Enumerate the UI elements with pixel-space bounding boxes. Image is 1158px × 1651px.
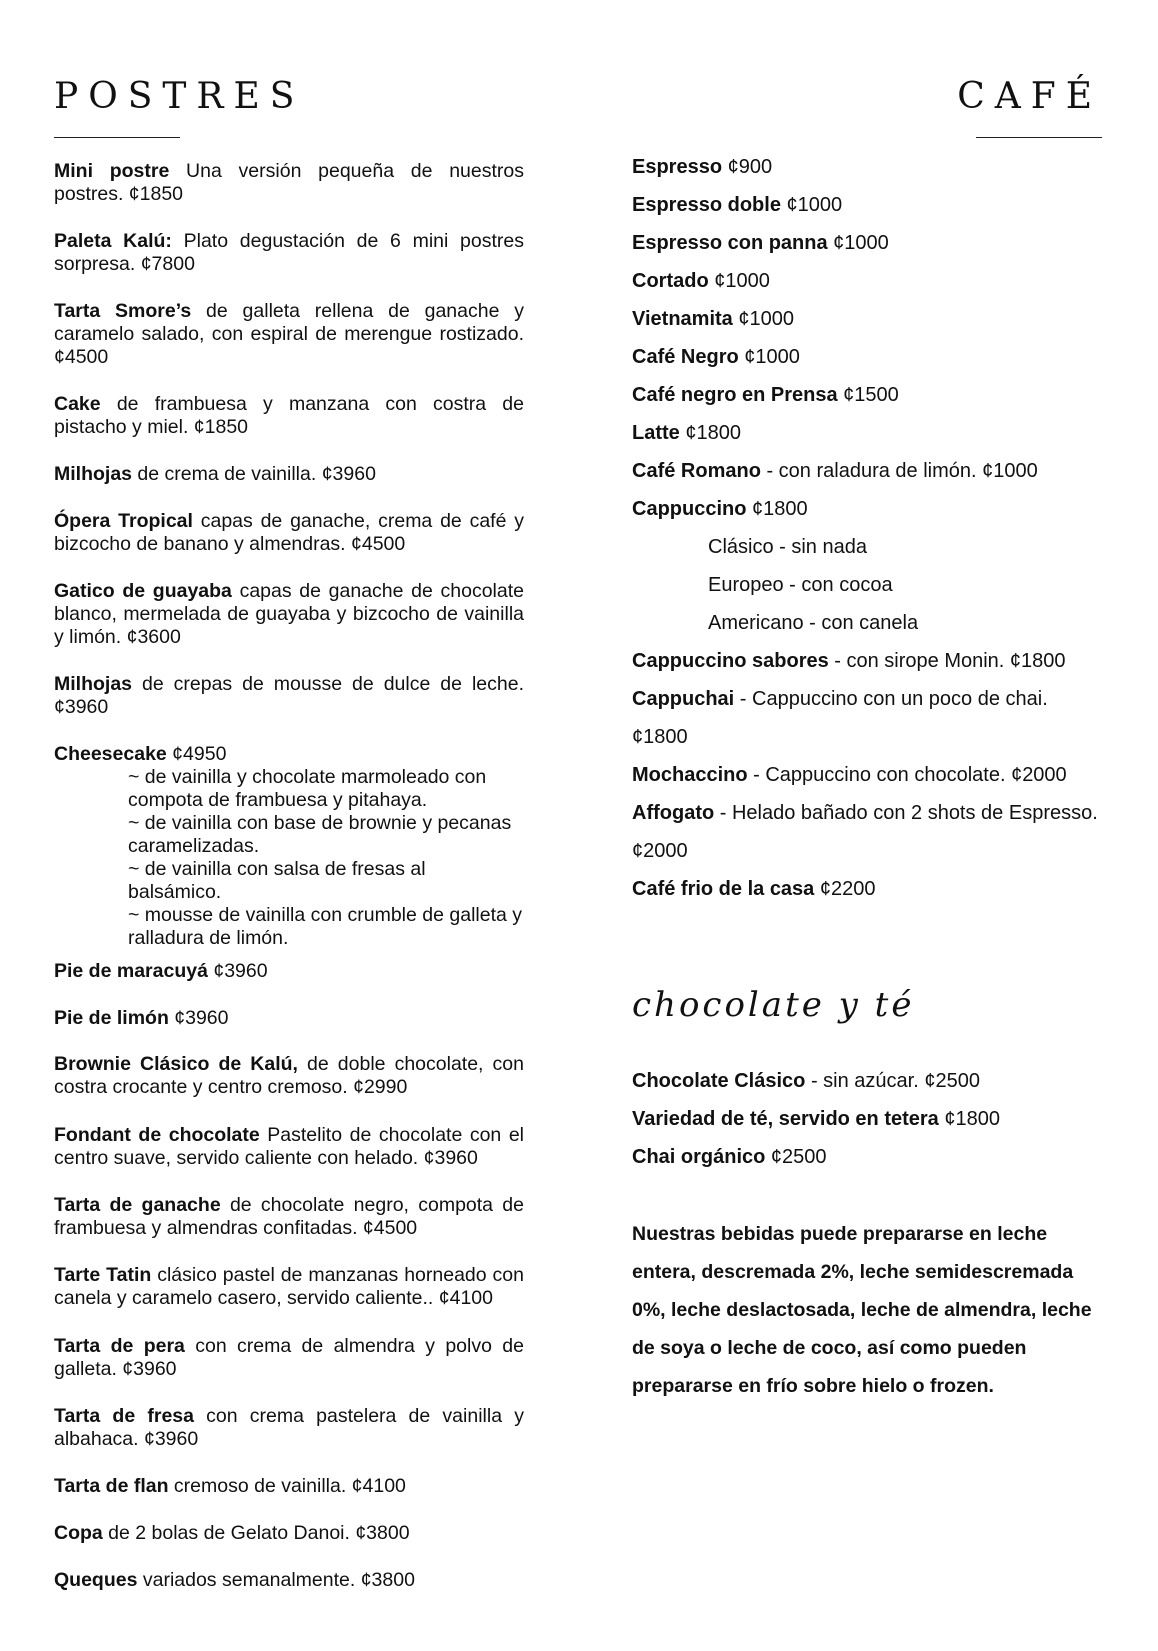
postre-item: Milhojas de crepas de mousse de dulce de leche. ¢3960 xyxy=(54,673,524,718)
postre-item: Mini postre Una versión pequeña de nuestros postres. ¢1850 xyxy=(54,160,524,205)
cafe-item: Espresso ¢900 xyxy=(632,156,773,178)
cafe-divider xyxy=(976,137,1102,138)
cafe-item: Espresso doble ¢1000 xyxy=(632,194,843,216)
cheesecake-options xyxy=(128,766,524,950)
postre-item: Paleta Kalú: Plato degustación de 6 mini postres sorpresa. ¢7800 xyxy=(54,230,525,275)
cafe-item: Cappuccino ¢1800 xyxy=(632,498,808,520)
cappuccino-option: Europeo - con cocoa xyxy=(708,574,893,596)
cheesecake-option: ~ de vainilla y chocolate marmoleado con compota de frambuesa y pitahaya. xyxy=(128,766,487,811)
cafe-item: Café frio de la casa ¢2200 xyxy=(632,878,876,900)
cafe-item: Cortado ¢1000 xyxy=(632,270,770,292)
postres-title: POSTRES xyxy=(54,76,305,117)
postre-item: Tarta Smore’s de galleta rellena de ganache y caramelo salado, con espiral de merengue rostizado. ¢4500 xyxy=(54,300,524,368)
chocolate-te-item: Chai orgánico ¢2500 xyxy=(632,1146,827,1168)
cafe-item: Cappuccino sabores - con sirope Monin. ¢1800 xyxy=(632,650,1066,672)
milk-options-note: Nuestras bebidas puede prepararse en leche entera, descremada 2%, leche semidescremada 0%, leche deslactosada, leche de almendra, leche de soya o leche de coco, así como pueden prepararse en frío sobre hielo o frozen. xyxy=(632,1223,1092,1397)
cafe-item: Cappuchai - Cappuccino con un poco de chai. xyxy=(632,688,1048,710)
postre-item: Pie de limón ¢3960 xyxy=(54,1007,229,1029)
cheesecake-option: ~ mousse de vainilla con crumble de galleta y ralladura de limón. xyxy=(128,904,523,949)
cafe-title: CAFÉ xyxy=(957,76,1102,117)
postre-item: Cake de frambuesa y manzana con costra de pistacho y miel. ¢1850 xyxy=(54,393,524,438)
postre-item: Brownie Clásico de Kalú, de doble chocolate, con costra crocante y centro cremoso. ¢2990 xyxy=(54,1053,524,1098)
cappuccino-option: Americano - con canela xyxy=(708,612,919,634)
postre-item: Fondant de chocolate Pastelito de chocolate con el centro suave, servido caliente con helado. ¢3960 xyxy=(54,1124,524,1169)
postre-item: Tarta de fresa con crema pastelera de vainilla y albahaca. ¢3960 xyxy=(54,1405,524,1450)
postre-item: Tarta de pera con crema de almendra y polvo de galleta. ¢3960 xyxy=(54,1335,524,1380)
postre-item: Tarta de ganache de chocolate negro, compota de frambuesa y almendras confitadas. ¢4500 xyxy=(54,1194,524,1239)
cheesecake-option: ~ de vainilla con salsa de fresas al balsámico. xyxy=(128,858,426,903)
cafe-item: ¢1800 xyxy=(632,726,688,748)
cafe-item: Café Romano - con raladura de limón. ¢1000 xyxy=(632,460,1038,482)
postre-item: Cheesecake ¢4950 xyxy=(54,743,227,765)
postres-divider xyxy=(54,137,180,138)
cafe-item: Mochaccino - Cappuccino con chocolate. ¢2000 xyxy=(632,764,1067,786)
cafe-item: ¢2000 xyxy=(632,840,688,862)
postre-item: Copa de 2 bolas de Gelato Danoi. ¢3800 xyxy=(54,1522,410,1544)
postre-item: Pie de maracuyá ¢3960 xyxy=(54,960,268,982)
cafe-item: Latte ¢1800 xyxy=(632,422,741,444)
chocolate-te-item: Chocolate Clásico - sin azúcar. ¢2500 xyxy=(632,1070,980,1092)
postre-item: Tarta de flan cremoso de vainilla. ¢4100 xyxy=(54,1475,406,1497)
chocolate-te-title: chocolate y té xyxy=(632,985,915,1025)
cafe-item: Café negro en Prensa ¢1500 xyxy=(632,384,899,406)
postre-item: Ópera Tropical capas de ganache, crema de café y bizcocho de banano y almendras. ¢4500 xyxy=(54,510,524,555)
postre-item: Gatico de guayaba capas de ganache de chocolate blanco, mermelada de guayaba y bizcocho de vainilla y limón. ¢3600 xyxy=(54,580,524,648)
cafe-item: Affogato - Helado bañado con 2 shots de Espresso. xyxy=(632,802,1098,824)
postre-item: Queques variados semanalmente. ¢3800 xyxy=(54,1569,415,1591)
cafe-item: Café Negro ¢1000 xyxy=(632,346,800,368)
postre-item: Tarte Tatin clásico pastel de manzanas horneado con canela y caramelo casero, servido caliente.. ¢4100 xyxy=(54,1264,524,1309)
cafe-item: Vietnamita ¢1000 xyxy=(632,308,794,330)
cheesecake-option: ~ de vainilla con base de brownie y pecanas caramelizadas. xyxy=(128,812,512,857)
chocolate-te-item: Variedad de té, servido en tetera ¢1800 xyxy=(632,1108,1000,1130)
cappuccino-option: Clásico - sin nada xyxy=(708,536,867,558)
postre-item: Milhojas de crema de vainilla. ¢3960 xyxy=(54,463,376,485)
cafe-item: Espresso con panna ¢1000 xyxy=(632,232,889,254)
